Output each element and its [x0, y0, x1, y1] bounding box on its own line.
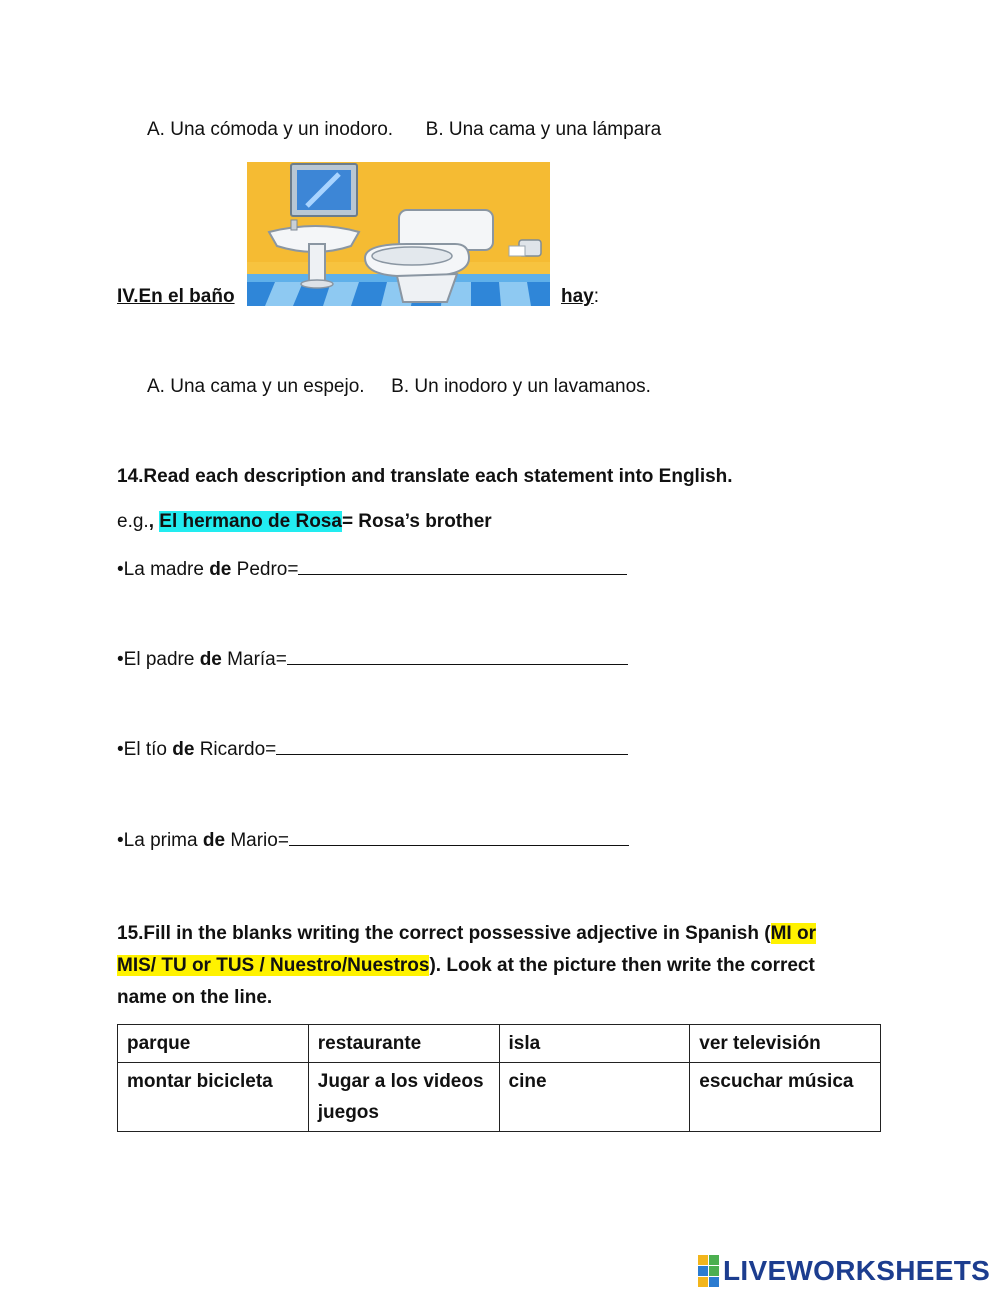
answer-line[interactable]: [289, 828, 629, 846]
item-de: de: [172, 739, 195, 760]
logo-block: [698, 1266, 708, 1276]
item-text: •La madre: [117, 559, 210, 580]
logo-block: [698, 1255, 708, 1265]
q13c-hay: [561, 286, 599, 308]
q13b-options: [147, 119, 661, 141]
logo-block: [709, 1277, 719, 1287]
item-text-end: Ricardo=: [194, 739, 277, 760]
option-a: A. Una cama y un espejo.: [147, 376, 365, 397]
q14-item-3: [117, 737, 628, 761]
table-cell: restaurante: [308, 1025, 499, 1063]
item-de: de: [209, 559, 232, 580]
q13c-label-line: [117, 286, 235, 308]
q15-highlight-2: MIS/ TU or TUS / Nuestro/Nuestros: [117, 955, 430, 976]
q13c-label: IV.En el baño: [117, 286, 235, 307]
q14-item-4: [117, 828, 629, 852]
activities-table: [117, 1024, 881, 1132]
example-comma: ,: [148, 511, 160, 532]
q14-heading: 14.Read each description and translate each statement into English.: [117, 466, 733, 487]
table-row: [118, 1063, 881, 1132]
table-cell: escuchar música: [690, 1063, 881, 1132]
option-b: B. Un inodoro y un lavamanos.: [391, 376, 651, 397]
table-cell: Jugar a los videos juegos: [308, 1063, 499, 1132]
q14-item-2: [117, 647, 628, 671]
table-cell: cine: [499, 1063, 690, 1132]
q15-heading: [117, 918, 887, 1014]
option-a: A. Una cómoda y un inodoro.: [147, 119, 394, 140]
item-text: •La prima: [117, 830, 203, 851]
q13c-options: [147, 376, 651, 398]
answer-line[interactable]: [298, 557, 627, 575]
logo-blocks-icon: [698, 1255, 719, 1287]
item-text: •El tío: [117, 739, 173, 760]
answer-line[interactable]: [276, 737, 628, 755]
logo-block: [698, 1277, 708, 1287]
table-cell: ver televisión: [690, 1025, 881, 1063]
hay-word: hay: [561, 286, 594, 307]
logo-block: [709, 1255, 719, 1265]
q15-text-mid: ). Look at the picture then write the correct: [429, 955, 815, 976]
example-highlight: El hermano de Rosa: [159, 511, 342, 532]
item-de: de: [199, 649, 222, 670]
table-row: [118, 1025, 881, 1063]
item-text-end: María=: [221, 649, 287, 670]
colon: :: [593, 286, 600, 307]
bathroom-illustration: [247, 162, 550, 306]
table-cell: parque: [118, 1025, 309, 1063]
q14-item-1: [117, 557, 627, 581]
example-translation: = Rosa’s brother: [341, 511, 492, 532]
q14-example: [117, 511, 492, 533]
table-cell: montar bicicleta: [118, 1063, 309, 1132]
bathroom-svg: [247, 162, 550, 306]
logo-block: [709, 1266, 719, 1276]
q15-text-end: name on the line.: [117, 987, 273, 1008]
table-cell: isla: [499, 1025, 690, 1063]
q15-highlight-1: MI or: [770, 923, 816, 944]
option-b: B. Una cama y una lámpara: [425, 119, 662, 140]
item-de: de: [202, 830, 226, 851]
answer-line[interactable]: [287, 647, 628, 665]
item-text: •El padre: [117, 649, 200, 670]
item-text-end: Pedro=: [231, 559, 299, 580]
item-text-end: Mario=: [225, 830, 289, 851]
logo-text: LIVEWORKSHEETS: [723, 1255, 991, 1286]
example-prefix: e.g.: [117, 511, 149, 532]
liveworksheets-logo[interactable]: [698, 1256, 990, 1286]
q15-text-start: 15.Fill in the blanks writing the correct possessive adjective in Spanish (: [117, 923, 771, 944]
